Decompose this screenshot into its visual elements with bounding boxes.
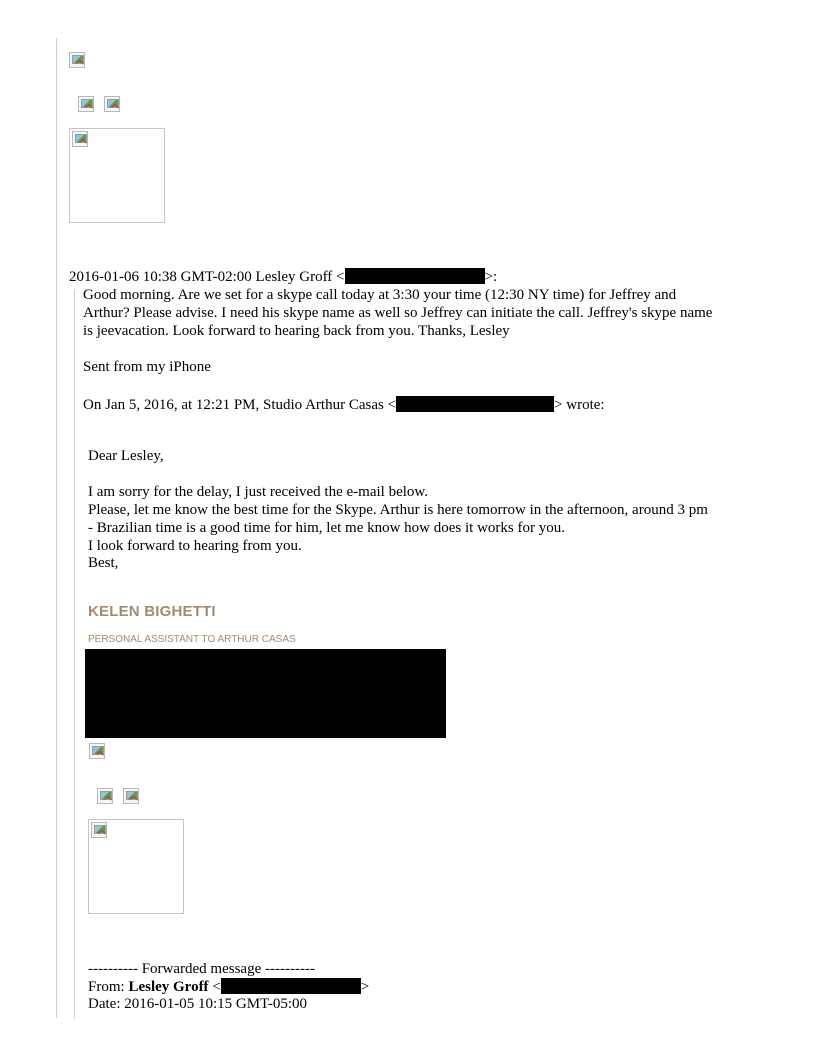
broken-image-icon — [91, 822, 107, 838]
sender-name: KELEN BIGHETTI — [88, 603, 216, 620]
quote-border-inner — [74, 289, 75, 1019]
from-open: < — [208, 979, 221, 995]
broken-image-icon — [78, 96, 94, 112]
image-placeholder — [69, 128, 165, 223]
redaction-bar — [345, 268, 485, 284]
body-line: is jeevacation. Look forward to hearing back from you. Thanks, Lesley — [83, 323, 510, 339]
from-name: Lesley Groff — [128, 979, 209, 995]
body-line: I look forward to hearing from you. — [88, 538, 302, 554]
greeting: Dear Lesley, — [88, 448, 164, 464]
quote-intro-prefix: On Jan 5, 2016, at 12:21 PM, Studio Arthur Casas < — [83, 397, 397, 413]
broken-image-icon — [123, 788, 139, 804]
broken-image-icon — [72, 131, 88, 147]
quote-intro-suffix: > wrote: — [554, 397, 605, 413]
body-line: Good morning. Are we set for a skype call today at 3:30 your time (12:30 NY time) for Jeffrey and — [83, 287, 677, 303]
forwarded-from-line — [88, 978, 369, 996]
from-label: From: — [88, 979, 129, 995]
redaction-block — [85, 649, 446, 738]
body-line: Arthur? Please advise. I need his skype name as well so Jeffrey can initiate the call. Jeffrey's skype name — [83, 305, 713, 321]
quote-intro — [83, 396, 605, 414]
image-placeholder — [88, 819, 184, 914]
forwarded-separator: ---------- Forwarded message ---------- — [88, 961, 315, 977]
body-line: Please, let me know the best time for the Skype. Arthur is here tomorrow in the afternoon, around 3 pm — [88, 502, 708, 518]
broken-image-icon — [89, 743, 105, 759]
date-line-suffix: >: — [484, 269, 498, 285]
signature-line: Sent from my iPhone — [83, 359, 211, 375]
forwarded-date-line: Date: 2016-01-05 10:15 GMT-05:00 — [88, 996, 308, 1012]
from-close: > — [360, 979, 370, 995]
redaction-bar — [221, 978, 361, 994]
message-date-line — [69, 268, 497, 286]
body-line: I am sorry for the delay, I just received the e-mail below. — [88, 484, 429, 500]
broken-image-icon — [97, 788, 113, 804]
date-line-prefix: 2016-01-06 10:38 GMT-02:00 Lesley Groff < — [69, 269, 345, 285]
broken-image-icon — [104, 96, 120, 112]
sender-title: PERSONAL ASSISTANT TO ARTHUR CASAS — [88, 634, 296, 645]
quote-border-outer — [56, 38, 57, 1018]
body-line: Best, — [88, 555, 119, 571]
redaction-bar — [396, 396, 554, 412]
broken-image-icon — [69, 52, 85, 68]
body-line: - Brazilian time is a good time for him, let me know how does it works for you. — [88, 520, 565, 536]
